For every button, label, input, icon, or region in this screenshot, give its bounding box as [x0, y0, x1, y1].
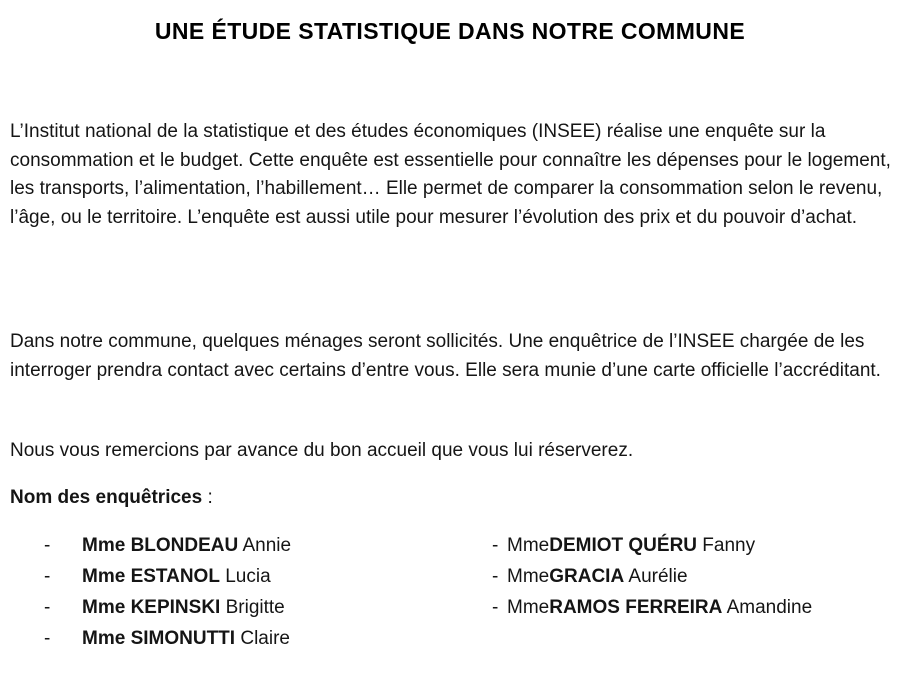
enqueteur-title: Mme — [507, 566, 550, 587]
enqueteur-title: Mme — [507, 597, 550, 618]
list-item — [44, 623, 291, 654]
enqueteur-title: Mme — [82, 535, 126, 556]
enqueteurs-heading-label: Nom des enquêtrices — [10, 487, 203, 508]
list-item — [44, 592, 291, 623]
enqueteur-firstname: Aurélie — [628, 566, 688, 587]
list-dash: - — [492, 597, 499, 618]
enqueteurs-list-right — [492, 530, 812, 623]
enqueteurs-heading-suffix: : — [202, 487, 213, 508]
commune-paragraph: Dans notre commune, quelques ménages seront sollicités. Une enquêtrice de l’INSEE chargée de les interroger prendra contact avec certains d’entre vous. Elle sera munie d’une carte officielle l’accréditant. — [10, 331, 881, 381]
enqueteur-surname: ESTANOL — [130, 566, 220, 587]
enqueteur-surname: GRACIA — [549, 566, 625, 587]
enqueteur-title: Mme — [82, 566, 126, 587]
enqueteur-surname: RAMOS FERREIRA — [549, 597, 723, 618]
enqueteur-title: Mme — [507, 535, 550, 556]
list-dash: - — [44, 628, 51, 649]
list-dash: - — [44, 566, 51, 587]
enqueteur-surname: BLONDEAU — [130, 535, 239, 556]
list-dash: - — [492, 535, 499, 556]
list-item — [492, 592, 812, 623]
list-item — [492, 530, 812, 561]
list-item — [44, 530, 291, 561]
list-dash: - — [44, 597, 51, 618]
enqueteurs-heading — [10, 484, 213, 512]
enqueteur-firstname: Lucia — [225, 566, 271, 587]
enqueteur-surname: SIMONUTTI — [130, 628, 236, 649]
list-item — [492, 561, 812, 592]
enqueteurs-list-left — [44, 530, 291, 654]
enqueteur-firstname: Brigitte — [225, 597, 285, 618]
enqueteur-surname: DEMIOT QUÉRU — [549, 535, 698, 556]
list-dash: - — [44, 535, 51, 556]
list-dash: - — [492, 566, 499, 587]
list-item — [44, 561, 291, 592]
enqueteur-firstname: Claire — [240, 628, 290, 649]
enqueteur-firstname: Fanny — [702, 535, 756, 556]
enqueteur-surname: KEPINSKI — [130, 597, 221, 618]
enqueteur-title: Mme — [82, 628, 126, 649]
enqueteur-title: Mme — [82, 597, 126, 618]
intro-paragraph: L’Institut national de la statistique et des études économiques (INSEE) réalise une enquête sur la consommation et le budget. Cette enquête est essentielle pour connaître les dépenses pour le logement, les transports, l’alimentation, l’habillement… Elle permet de comparer la consommation selon le revenu, l’âge, ou le territoire. L’enquête est aussi utile pour mesurer l’évolution des prix et du pouvoir d’achat. — [10, 121, 891, 228]
enqueteur-firstname: Annie — [242, 535, 292, 556]
thanks-paragraph: Nous vous remercions par avance du bon accueil que vous lui réserverez. — [10, 440, 634, 461]
enqueteur-firstname: Amandine — [726, 597, 813, 618]
page-title: UNE ÉTUDE STATISTIQUE DANS NOTRE COMMUNE — [154, 18, 746, 44]
